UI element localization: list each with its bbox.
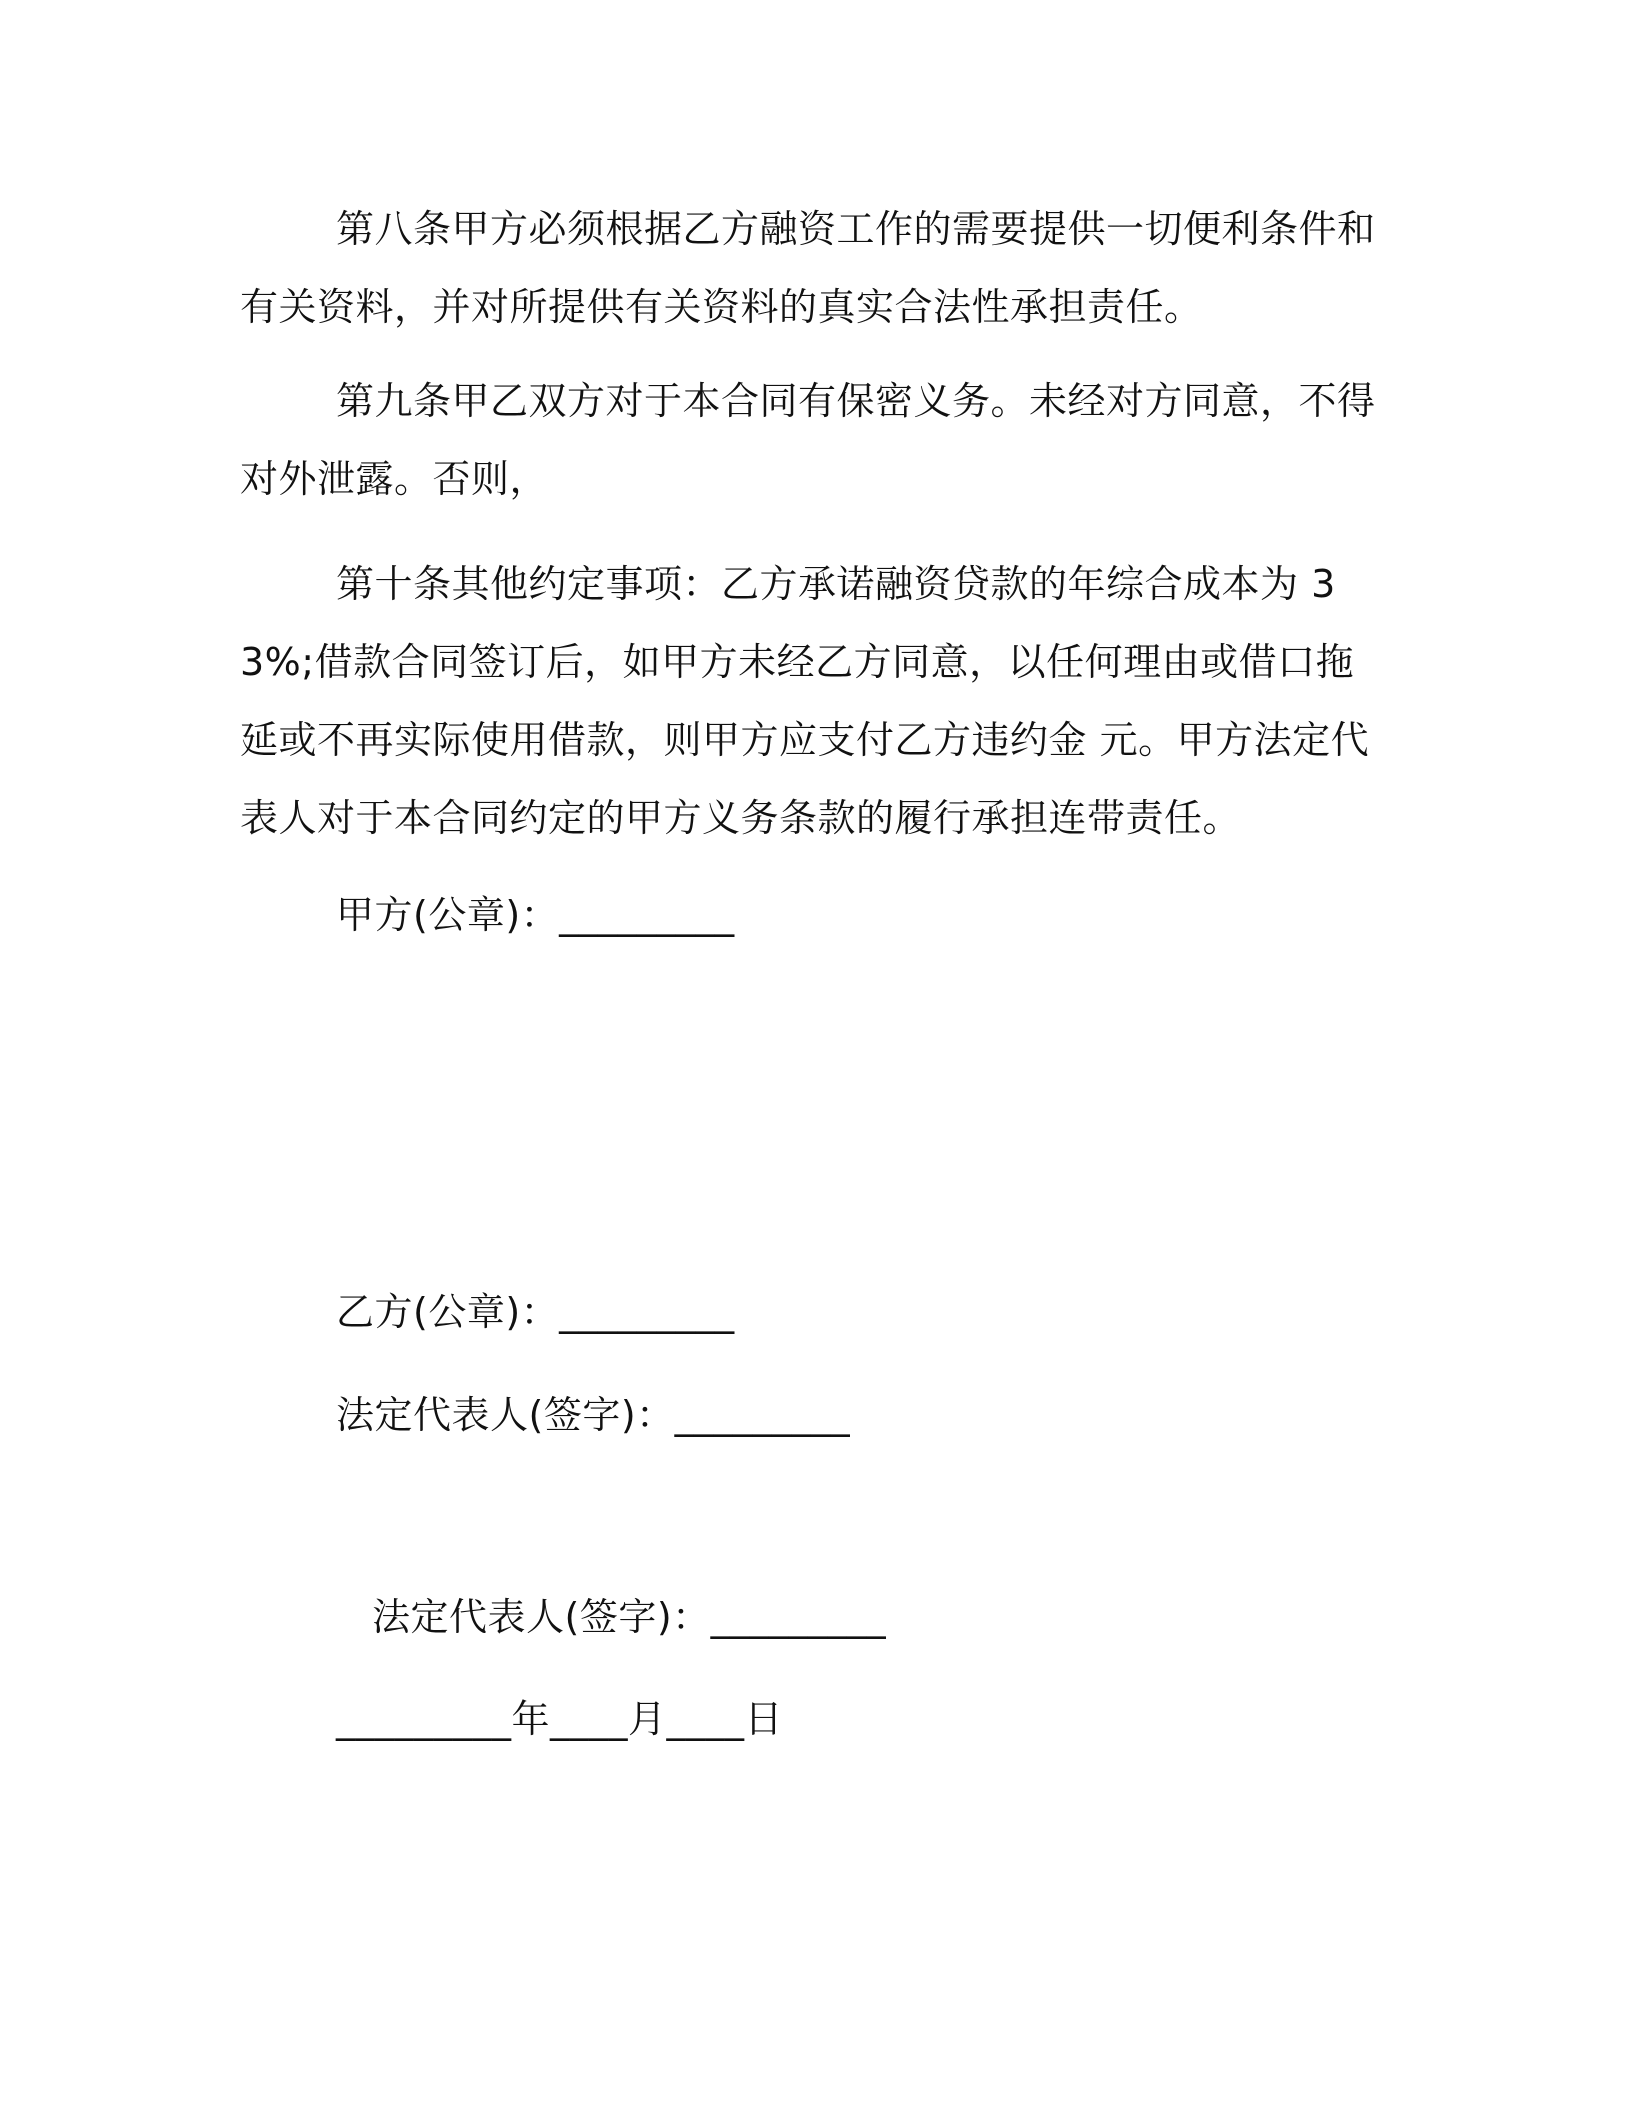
legal-rep-signature-line-1: 法定代表人(签字)：_________ xyxy=(336,1393,851,1437)
article-8: 第八条甲方必须根据乙方融资工作的需要提供一切便利条件和有关资料，并对所提供有关资料的真实合法性承担责任。 xyxy=(240,207,1376,329)
article-9: 第九条甲乙双方对于本合同有保密义务。未经对方同意，不得对外泄露。否则， xyxy=(240,379,1376,501)
article-10: 第十条其他约定事项：乙方承诺融资贷款的年综合成本为 33%;借款合同签订后，如甲方未经乙方同意，以任何理由或借口拖延或不再实际使用借款，则甲方应支付乙方违约金 元。甲方法定代表人对于本合同约定的甲方义务条款的履行承担连带责任。 xyxy=(240,562,1370,840)
party-b-seal-line: 乙方(公章)：_________ xyxy=(336,1290,735,1334)
party-a-seal-line: 甲方(公章)：_________ xyxy=(336,893,735,937)
legal-rep-signature-line-2: 法定代表人(签字)：_________ xyxy=(372,1595,887,1639)
date-line: _________年____月____日 xyxy=(336,1697,784,1741)
